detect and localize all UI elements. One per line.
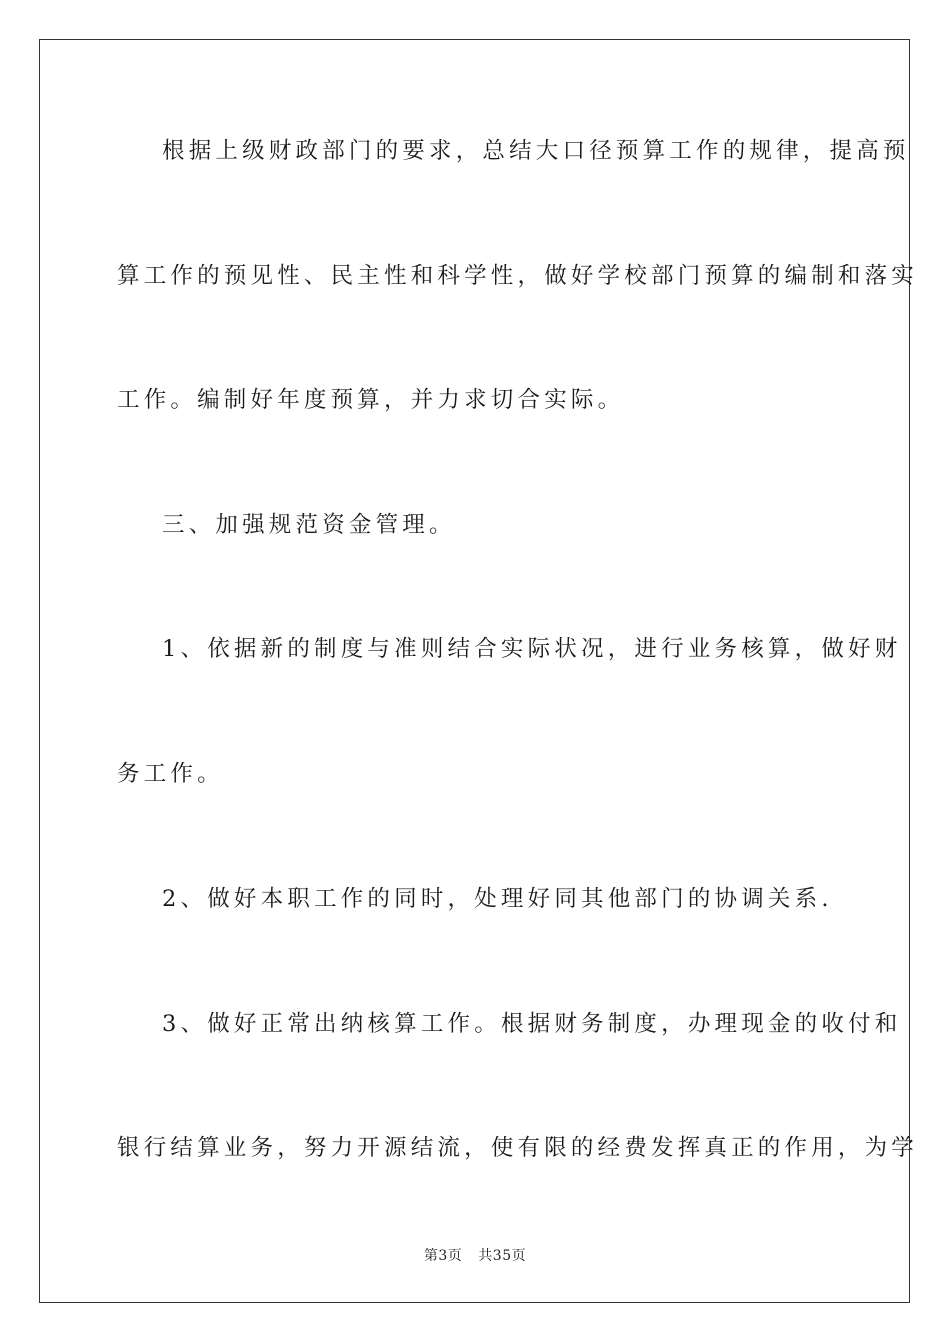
paragraph-line-1: 根据上级财政部门的要求，总结大口径预算工作的规律，提高预 bbox=[162, 138, 910, 164]
page-border bbox=[39, 39, 919, 1303]
list-item-1-line-1: 1、依据新的制度与准则结合实际状况，进行业务核算，做好财 bbox=[162, 636, 902, 662]
list-item-3-line-2: 银行结算业务，努力开源结流，使有限的经费发挥真正的作用，为学 bbox=[117, 1135, 919, 1161]
paragraph-line-3: 工作。编制好年度预算，并力求切合实际。 bbox=[117, 387, 625, 413]
list-item-1-line-2: 务工作。 bbox=[117, 761, 224, 787]
page-number: 第3页 bbox=[423, 1248, 463, 1264]
list-item-2: 2、做好本职工作的同时，处理好同其他部门的协调关系. bbox=[162, 886, 833, 912]
list-item-3-line-1: 3、做好正常出纳核算工作。根据财务制度，办理现金的收付和 bbox=[162, 1011, 902, 1037]
section-heading: 三、加强规范资金管理。 bbox=[162, 512, 456, 538]
page-total: 共35页 bbox=[478, 1248, 527, 1264]
page-footer bbox=[0, 1245, 950, 1265]
paragraph-line-2: 算工作的预见性、民主性和科学性，做好学校部门预算的编制和落实 bbox=[117, 263, 919, 289]
